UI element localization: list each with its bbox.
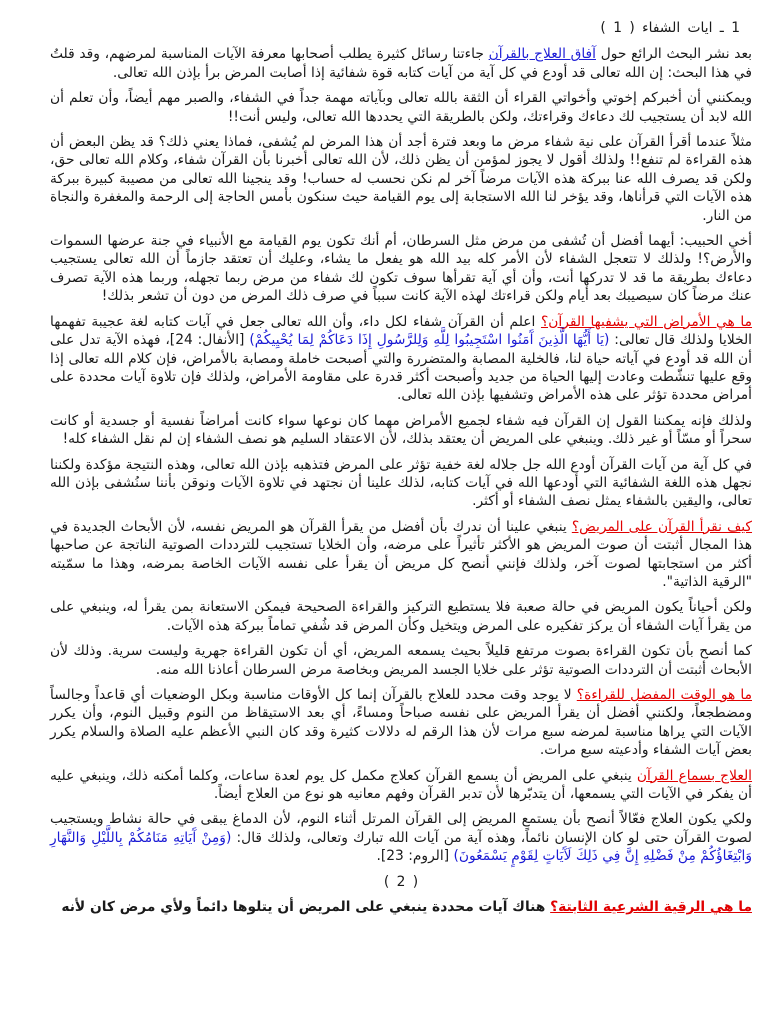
paragraph-text: اعلم أن القرآن شفاء لكل داء، وأن الله تعالى جعل في آيات كتابه لغة عجيبة تفهمها الخلايا ولذلك قال تعالى: xyxy=(50,313,753,349)
paragraph-loud-reading: كما أنصح بأن تكون القراءة بصوت مرتفع قليلاً بحيث يسمعه المريض، أي أن تكون القراءة جهرية وليست سرية. وذلك لأن الأبحاث أثبتت أن الترددات الصوتية تؤثر على خلايا الجسد المريض وبخاصة مرض السرطان أعاذنا الله منه. xyxy=(50,643,752,678)
section-heading: ما هي الرقية الشرعية الثابتة؟ xyxy=(550,899,752,916)
paragraph-trust: ويمكنني أن أخبركم إخوتي وأخواتي القراء أن الثقة بالله تعالى وبآياته مهمة جداً في الشفاء، والصبر مهم أيضاً، وأن تعلم أن الله لابد أن يستجيب لك دعاءك وقراءتك، ولكن بالطريقة التي يحددها الله تعالى، وليس أنت!! xyxy=(50,90,752,125)
section-heading: العلاج بسماع القرآن xyxy=(636,767,753,784)
paragraph-intro xyxy=(50,45,752,82)
paragraph-difficult-case: ولكن أحياناً يكون المريض في حالة صعبة فلا يستطيع التركيز والقراءة الصحيحة فيمكن الاستعانة بمن يقرأ له، وينبغي على من يقرأ آيات الشفاء أن يركز تفكيره على المرض ويتخيل وكأن المرض قد شُفي تماماً ببركة هذه الآيات. xyxy=(50,599,752,634)
paragraph-text: جاءتنا رسائل كثيرة يطلب أصحابها معرفة الآيات المناسبة لمرضهم، وقد قلتُ في هذا البحث: إن الله تعالى قد أودع في كل آية من آيات كتابه قوة شفائية إذا أصابت المرض برأ بإذن الله تعالى. xyxy=(50,46,752,81)
section-heading: ما هي الأمراض التي يشفيها القرآن؟ xyxy=(540,313,753,330)
paragraph-example: مثلاً عندما أقرأ القرآن على نية شفاء مرض ما وبعد فترة أجد أن هذا المرض لم يُشفى، فماذا يعني ذلك؟ قد يظن البعض أن هذه القراءة لم تنفع!! ولذلك أقول لا يجوز لمؤمن أن يظن ذلك، لأن الله تعالى أخبرنا بأن القرآن شفاء، وكلام الله تعالى حق، ولكن قد يصرف الله عنا ببركة هذه الآيات مرضاً آخر لم نكن نحسب له حساب! وقد ينجينا الله تعالى من مصيبة كبيرة ببركة هذه الآيات التي قرأناها، وقد يؤخر لنا الله الاستجابة إلى يوم القيامة حيث سنكون بأمس الحاجة إلى الرحمة والمغفرة والنجاة من النار. xyxy=(50,134,752,224)
paragraph-diseases xyxy=(50,313,752,405)
section-heading: كيف نقرأ القرآن على المريض؟ xyxy=(571,518,753,535)
paragraph-text: بعد نشر البحث الرائع حول xyxy=(600,46,753,63)
document-title: 1 ـ ايات الشفاء ( 1 ) xyxy=(600,20,740,36)
paragraph-hidden-language: في كل آية من آيات القرآن أودع الله جل جلاله لغة خفية تؤثر على المرض فتذهبه بإذن الله تعالى، وهذه النتيجة مؤكدة ولكننا نجهل هذه اللغة الشفائية التي أودعها الله في آيات كتابه، لذلك علينا أن نجتهد في تلاوة الآيات ونوقن بأننا سنُشفى بإذن الله تعالى، واليقين بالشفاء يمثل نصف الشفاء أو أكثر. xyxy=(50,456,752,510)
paragraph-fixed-ruqyah xyxy=(50,898,752,916)
verse-reference-text: [الأنفال: 24]، فهذه الآية تدل على أن الله قد أودع في آياته حياة لنا، فالخلية المصابة والمتضررة والتي أصبحت خاملة ومصابة بالأمراض، فإن كلام الله تعالى إذا وقع عليها تنشّطت وعادت إليها الحياة من جديد وأصبحت أكثر قدرة على مقاومة الأمراض، ولذلك فإن تلاوة آيات محددة على أمراض محددة تؤثر على هذه الأمراض وتشفيها بإذن الله تعالى. xyxy=(50,332,752,404)
paragraph-text: ينبغي على المريض أن يسمع القرآن كعلاج مكمل كل يوم لعدة ساعات، وكلما أمكنه ذلك، وينبغي عليه أن يفكر في الآيات التي يسمعها، أن يتدبّرها لأن تدبر القرآن وفهم معانيه هو نوع من العلاج أيضاً. xyxy=(50,767,752,803)
quran-verse: (وَمِنْ آَيَاتِهِ مَنَامُكُمْ بِاللَّيْلِ وَالنَّهَارِ وَابْتِغَاؤُكُمْ مِنْ فَضْلِهِ إِنَّ فِي ذَلِكَ لَآَيَاتٍ لِقَوْمٍ يَسْمَعُونَ) xyxy=(50,829,752,865)
paragraph-best-time xyxy=(50,686,752,760)
paragraph-dear-brother: أخي الحبيب: أيهما أفضل أن تُشفى من مرض مثل السرطان، أم أنك تكون يوم القيامة مع الأنبياء في جنة عرضها السموات والأرض؟! ولذلك لا تتعجل الشفاء لأن الأمر كله بيد الله هو يفعل ما يشاء، وعليك أن تعتقد جازماً أن الله تعالى يستجيب دعاءك بطريقة ما قد لا تدركها أنت، وأن أي آية تقرأها سوف تكون لك شفاء من مرض ربما تجهله، وربما هذه الآية تصرف عنك مرضاً كان سيصيبك بعد أيام ولكن قراءتك لهذه الآية كانت سبباً في صرف ذلك المرض من دون أن تشعر بذلك! xyxy=(50,233,752,305)
paragraph-how-to-read xyxy=(50,518,752,592)
paragraph-listening xyxy=(50,767,752,804)
page-marker: ( 2 ) xyxy=(383,873,419,890)
article-link[interactable]: آفاق العلاج بالقرآن xyxy=(488,46,596,63)
paragraph-all-diseases: ولذلك فإنه يمكننا القول إن القرآن فيه شفاء لجميع الأمراض مهما كان نوعها سواء كانت أمراضاً نفسية أو جسدية أو كانت سحراً أو مسّاً أو غير ذلك. وينبغي على المريض أن يعتقد بذلك، لأن الاعتقاد السليم هو نصف الشفاء إن لم نقل الشفاء كله! xyxy=(50,412,752,448)
quran-verse: (يَا أَيُّهَا الَّذِينَ آَمَنُوا اسْتَجِيبُوا لِلَّهِ وَلِلرَّسُولِ إِذَا دَعَاكُمْ لِمَا يُحْيِيكُمْ) xyxy=(249,332,610,349)
paragraph-text: ولكي يكون العلاج فعّالاً أنصح بأن يستمع المريض إلى القرآن المرتل أثناء النوم، لأن الدماغ يبقى في حالة نشاط ويستجيب لصوت القرآن حتى لو كان الإنسان نائماً، وهذه آية من آيات الله تبارك وتعالى، ولذلك قال: xyxy=(50,811,752,846)
section-heading: ما هو الوقت المفضل للقراءة؟ xyxy=(576,687,752,703)
paragraph-sleep-listening xyxy=(50,810,752,865)
paragraph-text: هناك آيات محددة ينبغي على المريض أن يتلوها دائماً ولأي مرض كان لأنه xyxy=(61,899,546,916)
paragraph-text: ينبغي علينا أن ندرك بأن أفضل من يقرأ القرآن هو المريض نفسه، لأن الأبحاث الجديدة في هذا المجال أثبتت أن صوت المريض هو الأكثر تأثيراً على مرضه، وأن الخلايا تستجيب للترددات الصوتية الناتجة عن صاحبها أكثر من استجابتها لصوت آخر، ولذلك فإنني أنصح كل مريض أن يقرأ على نفسه الآيات الخاصة بمرضه، وهذا ما سمّيته "الرقية الذاتية". xyxy=(50,518,752,590)
paragraph-text: لا يوجد وقت محدد للعلاج بالقرآن إنما كل الأوقات مناسبة وبكل الوضعيات أي قاعداً وجالساً ومضطجعاً، ولكنني أفضل أن يقرأ المريض على نفسه صباحاً ومساءً، أي بعد الاستيقاظ من النوم وقبيل النوم، وأن يكرر الآيات التي يراها مناسبة لمرضه سبع مرات لأن هذا الرقم له دلالات كثيرة وقد كان النبي الأعظم عليه الصلاة والسلام يكرر بعض آيات الشفاء وأدعيته سبع مرات. xyxy=(50,687,752,759)
verse-reference-text: [الروم: 23]. xyxy=(376,848,450,865)
